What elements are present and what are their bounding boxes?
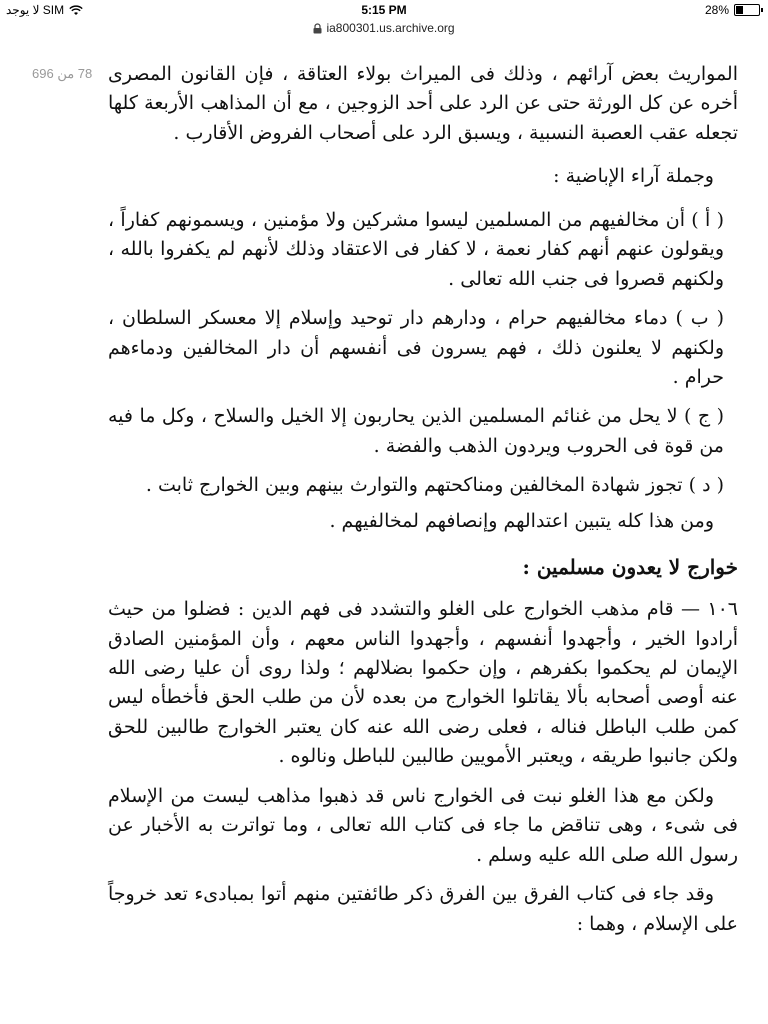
section-heading: خوارج لا يعدون مسلمين : [522, 555, 738, 580]
list-item-b: ( ب ) دماء مخالفيهم حرام ، ودارهم دار توحيد وإسلام إلا معسكر السلطان ، ولكنهم لا يعلنون ذلك ، فهم يسرون فى أنفسهم أن دار المخالفين ودماءهم حرام . [108, 307, 724, 388]
status-bar [0, 0, 768, 20]
carrier-label: لا يوجد SIM [6, 3, 65, 17]
body-paragraph: ولكن مع هذا الغلو نبت فى الخوارج ناس قد ذهبوا مذاهب ليست من الإسلام فى شىء ، وهى تناقض ما جاء فى كتاب الله تعالى ، وما تواترت به الأخبار عن رسول الله صلى الله عليه وسلم . [108, 784, 738, 866]
lock-icon [313, 23, 322, 34]
list-item-d: ( د ) تجوز شهادة المخالفين ومناكحتهم والتوارث بينهم وبين الخوارج ثابت . [145, 474, 724, 497]
battery-icon [734, 4, 760, 16]
paragraph-continuation: المواريث بعض آرائهم ، وذلك فى الميراث بولاء العتاقة ، فإن القانون المصرى أخره عن كل الورثة حتى عن الرد على أحد الزوجين ، مع أن المذاهب الأربعة كلها تجعله عقب العصبة النسبية ، ويسبق الرد على أصحاب الفروض الأقارب . [108, 63, 738, 144]
body-paragraph: ١٠٦ — قام مذهب الخوارج على الغلو والتشدد فى فهم الدين : فضلوا من حيث أرادوا الخير ، وأجهدوا أنفسهم ، وأجهدوا الناس معهم ، وأن المؤمنين الصادق الإيمان لم يحكموا بكفرهم ، وإن حكموا بضلالهم ؛ ولذا روى أن عليا رضى الله عنه أوصى أصحابه بألا يقاتلوا الخوارج من بعده لأن من طلب الحق فأخطأه ليس كمن طلب الباطل فناله ، فعلى رضى الله عنه كان يعتبر الخوارج طالبين للحق ولكن جانبوا طريقه ، ويعتبر الأمويين طالبين للباطل ونالوه . [108, 598, 738, 768]
list-intro: وجملة آراء الإباضية : [553, 165, 714, 188]
status-right [705, 3, 760, 17]
list-item-c: ( ج ) لا يحل من غنائم المسلمين الذين يحاربون إلا الخيل والسلاح ، وكل ما فيه من قوة فى الحروب ويردون الذهب والفضة . [108, 405, 724, 457]
address-bar[interactable] [0, 18, 768, 38]
battery-percent: 28% [704, 3, 729, 17]
document-page [108, 60, 738, 949]
conclusion-note: ومن هذا كله يتبين اعتدالهم وإنصافهم لمخالفيهم . [329, 509, 714, 532]
page-counter: 78 من 696 [32, 66, 93, 81]
body-paragraph: وقد جاء فى كتاب الفرق بين الفرق ذكر طائفتين منهم أتوا بمبادىء تعد خروجاً على الإسلام ، وهما : [108, 883, 738, 935]
clock: 5:15 PM [361, 3, 407, 17]
battery-fill [736, 6, 743, 14]
url-text[interactable]: ia800301.us.archive.org [326, 21, 455, 35]
list-item-a: ( أ ) أن مخالفيهم من المسلمين ليسوا مشركين ولا مؤمنين ، ويسمونهم كفاراً ، ويقولون عنهم أنهم كفار نعمة ، لا كفار فى الاعتقاد وذلك لأنهم لم يكفروا بالله ، ولكنهم قصروا فى جنب الله تعالى . [108, 208, 724, 290]
